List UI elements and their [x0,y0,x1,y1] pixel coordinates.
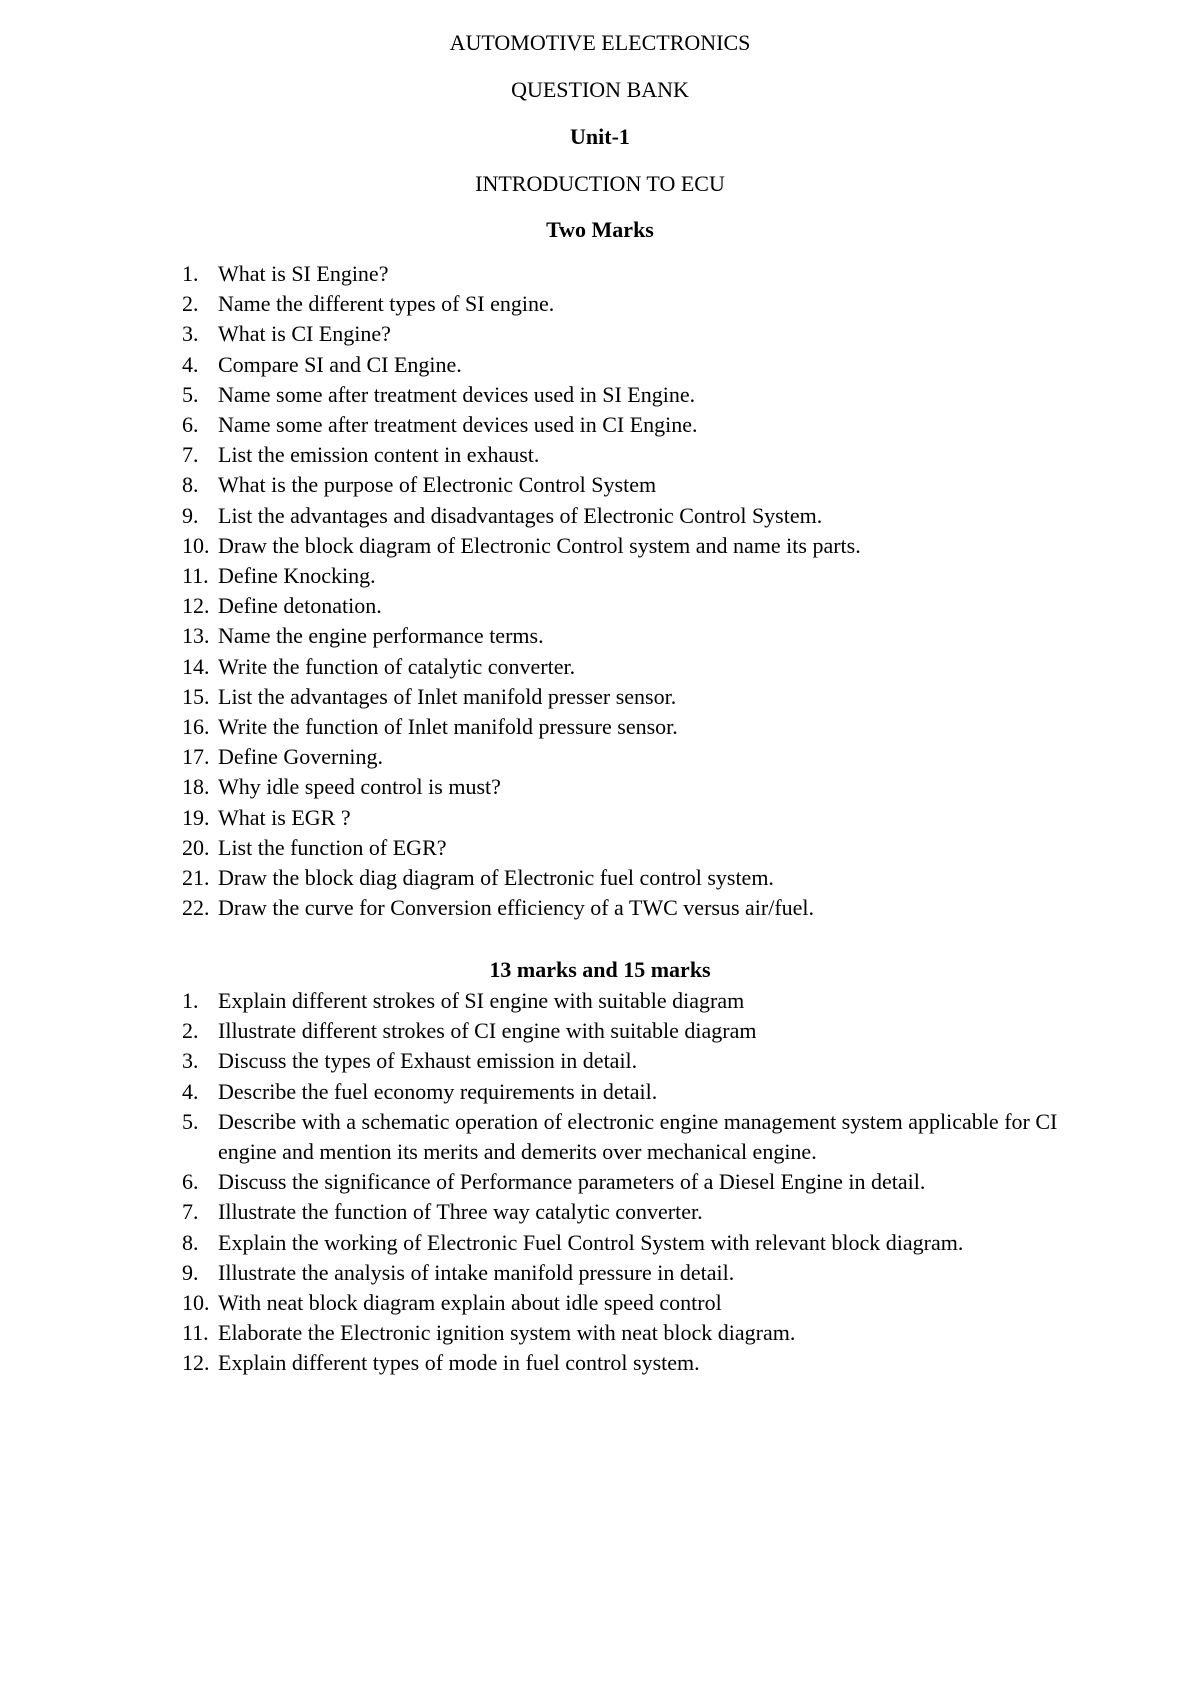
question-text: Draw the block diagram of Electronic Control system and name its parts. [218,532,861,558]
question-number: 10. [182,532,210,558]
question-item [0,470,1078,500]
question-text: What is the purpose of Electronic Control System [218,472,657,498]
question-text: Name the different types of SI engine. [218,291,555,317]
question-number: 2. [182,291,199,317]
question-text: List the advantages and disadvantages of Electronic Control System. [218,502,823,528]
question-item [0,410,1078,440]
question-number: 1. [182,261,199,286]
question-number: 2. [182,1018,199,1044]
question-text: What is SI Engine? [218,261,389,286]
question-number: 4. [182,1078,199,1104]
question-number: 6. [182,412,199,438]
question-item [0,772,1078,802]
question-text: Discuss the significance of Performance parameters of a Diesel Engine in detail. [218,1169,926,1195]
question-item [0,259,1078,289]
two-marks-question-list [0,259,1078,923]
unit-title: INTRODUCTION TO ECU [475,171,725,196]
question-text: Define Knocking. [218,563,376,589]
question-number: 18. [182,774,210,800]
question-item [0,1197,1078,1227]
question-text: Name some after treatment devices used in SI Engine. [218,381,696,407]
question-text: Describe with a schematic operation of electronic engine management system applicable for CI engine and mention its merits and demerits over mechanical engine. [218,1108,1058,1165]
question-item [0,1107,1078,1167]
question-number: 8. [182,472,199,498]
question-item [0,1258,1078,1288]
question-text: Explain different types of mode in fuel control system. [218,1350,700,1376]
question-item [0,893,1078,923]
question-number: 20. [182,834,210,860]
question-item [0,440,1078,470]
question-text: Illustrate different strokes of CI engine with suitable diagram [218,1018,757,1044]
question-number: 3. [182,321,199,347]
question-item [0,803,1078,833]
question-item [0,1016,1078,1046]
question-number: 13. [182,623,210,649]
question-item [0,1046,1078,1076]
question-item [0,863,1078,893]
question-text: Discuss the types of Exhaust emission in detail. [218,1048,638,1074]
question-text: List the emission content in exhaust. [218,442,540,468]
question-number: 7. [182,1199,199,1225]
question-number: 22. [182,895,210,921]
question-item [0,652,1078,682]
question-text: Write the function of catalytic converter. [218,653,576,679]
question-number: 6. [182,1169,199,1195]
question-number: 8. [182,1229,199,1255]
question-item [0,1077,1078,1107]
question-item [0,1228,1078,1258]
question-text: Explain different strokes of SI engine with suitable diagram [218,988,745,1013]
document-title: AUTOMOTIVE ELECTRONICS [449,30,751,55]
question-item [0,1288,1078,1318]
long-marks-question-list [0,986,1078,1379]
two-marks-heading: Two Marks [546,217,654,242]
question-text: List the advantages of Inlet manifold presser sensor. [218,683,677,709]
question-number: 11. [182,563,209,589]
question-text: Draw the block diag diagram of Electronic fuel control system. [218,865,774,891]
question-text: Illustrate the function of Three way catalytic converter. [218,1199,703,1225]
question-item [0,986,1078,1016]
question-item [0,289,1078,319]
question-text: With neat block diagram explain about idle speed control [218,1290,722,1316]
question-item [0,833,1078,863]
question-number: 19. [182,804,210,830]
question-item [0,591,1078,621]
unit-label: Unit-1 [570,124,630,149]
question-text: Describe the fuel economy requirements in detail. [218,1078,658,1104]
question-text: Draw the curve for Conversion efficiency of a TWC versus air/fuel. [218,895,815,921]
question-text: Define Governing. [218,744,383,770]
question-text: Explain the working of Electronic Fuel Control System with relevant block diagram. [218,1229,964,1255]
question-item [0,1167,1078,1197]
question-number: 5. [182,381,199,407]
question-text: Why idle speed control is must? [218,774,501,800]
question-item [0,561,1078,591]
question-item [0,1348,1078,1378]
question-number: 3. [182,1048,199,1074]
question-number: 16. [182,714,210,740]
question-number: 7. [182,442,199,468]
question-item [0,350,1078,380]
question-text: Illustrate the analysis of intake manifold pressure in detail. [218,1259,735,1285]
question-text: Name some after treatment devices used in CI Engine. [218,412,698,438]
question-text: Define detonation. [218,593,382,619]
question-number: 1. [182,988,199,1013]
question-item [0,742,1078,772]
question-text: Elaborate the Electronic ignition system with neat block diagram. [218,1320,796,1346]
question-item [0,621,1078,651]
long-marks-heading: 13 marks and 15 marks [489,957,711,982]
question-number: 10. [182,1290,210,1316]
document-subtitle: QUESTION BANK [511,77,689,102]
question-number: 5. [182,1108,199,1134]
question-number: 11. [182,1320,209,1346]
question-item [0,1318,1078,1348]
question-number: 21. [182,865,210,891]
question-number: 12. [182,593,210,619]
question-item [0,319,1078,349]
question-item [0,531,1078,561]
question-item [0,380,1078,410]
question-item [0,682,1078,712]
question-text: List the function of EGR? [218,834,447,860]
question-number: 15. [182,683,210,709]
question-number: 17. [182,744,210,770]
question-number: 12. [182,1350,210,1376]
question-number: 9. [182,1259,199,1285]
question-item [0,501,1078,531]
question-item [0,712,1078,742]
question-number: 9. [182,502,199,528]
question-number: 14. [182,653,210,679]
question-text: What is EGR ? [218,804,351,830]
question-text: Write the function of Inlet manifold pressure sensor. [218,714,678,740]
question-number: 4. [182,351,199,377]
question-text: Name the engine performance terms. [218,623,544,649]
question-text: Compare SI and CI Engine. [218,351,462,377]
question-text: What is CI Engine? [218,321,391,347]
